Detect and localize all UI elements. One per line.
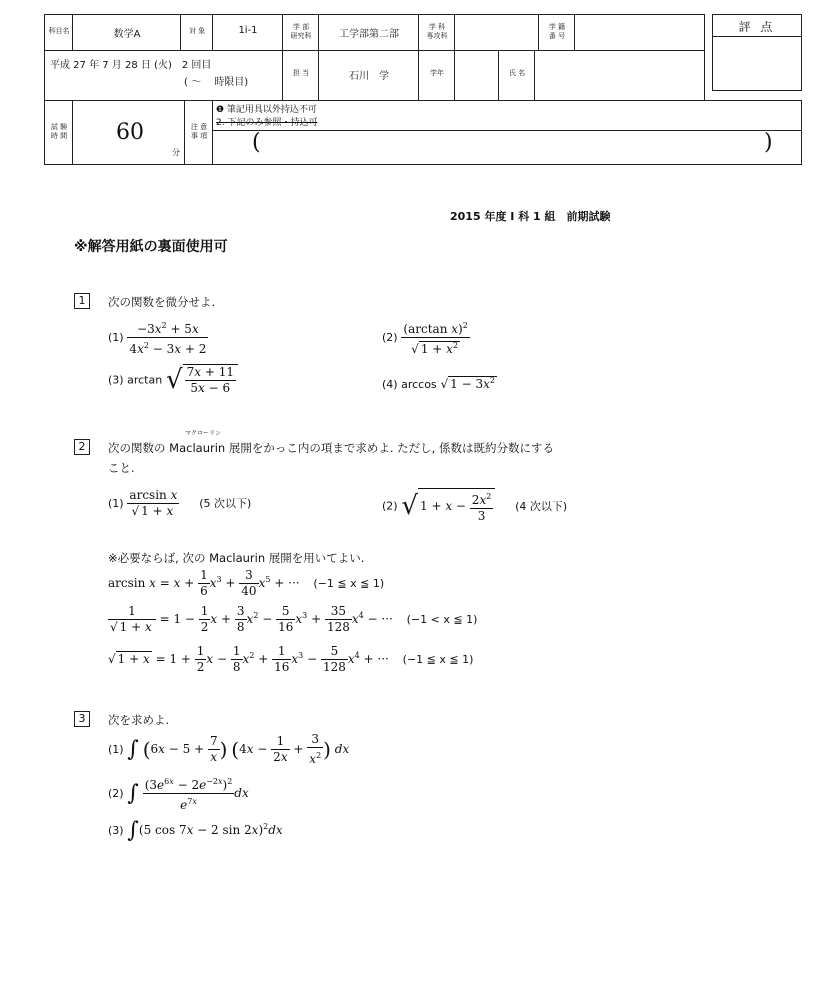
question-2-number: 2 [74, 439, 90, 455]
exam-header-form [44, 14, 802, 166]
q3-item-2: (2) ∫ $\frac{(3e^{6x} - 2e^{-2x})^2}{e^{7x}}$ dx [108, 774, 249, 813]
q1-item-3: (3) arctan √ $\frac{7x + 11}{5x - 6}$ [108, 364, 238, 396]
student-no-label: 学 籍 番 号 [548, 23, 566, 40]
question-2-text: 次の関数の Maclaurin 展開をかっこ内の項まで求めよ. ただし, 係数は既約分数にする [108, 441, 554, 455]
teacher-label: 担 当 [292, 69, 310, 77]
notes-label: 注 意 事 項 [190, 123, 208, 140]
q2-hint: ※必要ならば, 次の Maclaurin 展開を用いてよい. [108, 551, 365, 565]
hint-inv-sqrt-series: $\frac{1}{√ 1 + x}$ = 1 − $\frac{1}{2}$ x + $\frac{3}{8}$ $x^2$ − $\frac{5}{16}$ $x^3$ + $\frac{35}{128}$ $x^4$ − ··· (−1 < x ≦ 1) [110, 604, 478, 634]
faculty-value: 工学部第二部 [339, 29, 399, 40]
back-use-note: ※解答用紙の裏面使用可 [74, 239, 228, 255]
note-1: ❶ 筆記用具以外持込不可 [216, 105, 317, 115]
question-1-text: 次の関数を微分せよ. [108, 295, 216, 309]
question-3-text: 次を求めよ. [108, 713, 170, 727]
paren-open: ( [252, 130, 261, 155]
subject-value: 数学A [113, 29, 141, 40]
maclaurin-ruby: マクローリン [185, 430, 222, 437]
note-2: 2. 下記のみ参照・持込可 [216, 118, 318, 128]
subject-label: 科目名 [48, 27, 70, 35]
name-label: 氏 名 [508, 69, 526, 77]
q1-item-4: (4) arccos √ $1 - 3x^2$ [382, 376, 495, 391]
question-2-text-cont: こと. [108, 461, 135, 475]
q2-item-2: (2) √ 1 + x − $\frac{2x^2}{3}$ (4 次以下) [382, 488, 567, 524]
question-3-number: 3 [74, 711, 90, 727]
question-1-number: 1 [74, 293, 90, 309]
score-label: 評 点 [738, 20, 776, 34]
dept-label: 学 科 専攻科 [426, 23, 448, 40]
target-label: 対 象 [188, 27, 206, 35]
exam-period: ( 〜 時限目) [184, 77, 249, 88]
paren-close: ) [764, 130, 773, 155]
time-label: 試 験 時 間 [50, 123, 68, 140]
q1-item-2: (2) $\frac{(\arctan x)^2}{√ 1 + x^2}$ [382, 318, 470, 357]
q3-item-1: (1) ∫ (6x − 5 + $\frac{7}{x}$ ) (4x − $\frac{1}{2x}$ + $\frac{3}{x^2}$ ) dx [108, 732, 350, 766]
q1-item-1: (1) $\frac{-3x^2 + 5x}{4x^2 - 3x + 2}$ [108, 318, 208, 357]
target-value: 1i-1 [238, 25, 258, 36]
hint-sqrt-series: √ 1 + x = 1 + $\frac{1}{2}$ x − $\frac{1}{8}$ $x^2$ + $\frac{1}{16}$ $x^3$ − $\frac{5}{128}$ $x^4$ + ··· (−1 ≦ x ≦ 1) [108, 644, 474, 674]
exam-date: 平成 27 年 7 月 28 日 (火) 2 回目 [50, 60, 212, 71]
teacher-value: 石川 学 [349, 71, 389, 82]
hint-arcsin-series: arcsin x = x + $\frac{1}{6}$ $x^3$ + $\frac{3}{40}$ $x^5$ + ··· (−1 ≦ x ≦ 1) [108, 568, 385, 598]
year-label: 学年 [430, 69, 444, 77]
time-unit: 分 [172, 148, 180, 157]
faculty-label: 学 部 研究科 [290, 23, 312, 40]
exam-title: 2015 年度 I 科 1 組 前期試験 [450, 210, 611, 223]
q3-item-3: (3) ∫(5 cos 7x − 2 sin 2x)$^2$dx [108, 818, 283, 843]
q2-item-1: (1) $\frac{\text{arcsin x}}{√ 1 + x}$ (5 次以下) [108, 488, 252, 518]
time-value: 60 [116, 120, 144, 145]
